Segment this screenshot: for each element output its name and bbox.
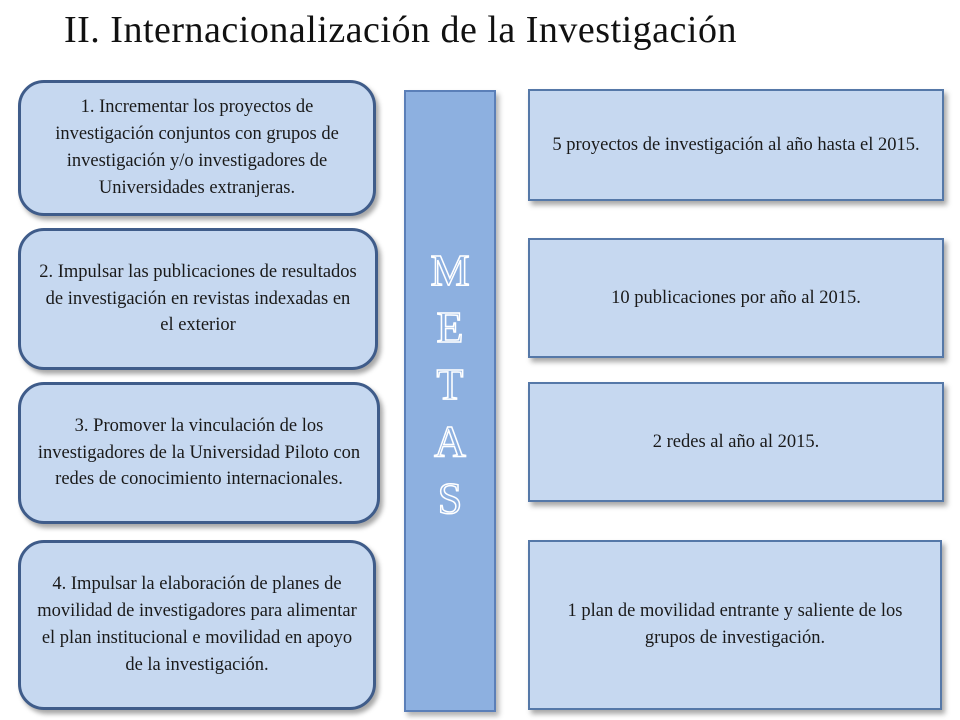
goal-text-3: 2 redes al año al 2015. [652, 431, 820, 452]
goal-box-1 [528, 89, 944, 201]
metas-letter-e: E [436, 303, 464, 352]
objective-text-2: 2. Impulsar las publicaciones de resultados de investigación en revistas indexadas en el exterior [39, 261, 357, 336]
goal-box-3 [528, 382, 944, 502]
goal-box-2 [528, 238, 944, 358]
goal-text-4: 1 plan de movilidad entrante y saliente de los grupos de investigación. [567, 601, 903, 648]
metas-bar [404, 90, 496, 712]
metas-letter-m: M [430, 246, 470, 295]
objective-box-2 [18, 228, 378, 370]
metas-letter-a: A [434, 417, 466, 466]
goal-box-4 [528, 540, 942, 710]
metas-letter-s: S [437, 474, 463, 523]
objective-box-3 [18, 382, 380, 524]
objective-box-1 [18, 80, 376, 216]
metas-letter-t: T [436, 360, 464, 409]
page-title: II. Internacionalización de la Investigación [64, 9, 737, 51]
goal-text-1: 5 proyectos de investigación al año hasta el 2015. [552, 134, 920, 155]
metas-label [406, 242, 494, 527]
objective-box-4 [18, 540, 376, 710]
objective-text-4: 4. Impulsar la elaboración de planes de movilidad de investigadores para alimentar el plan institucional e movilidad en apoyo de la investigación. [37, 574, 357, 675]
goal-text-2: 10 publicaciones por año al 2015. [611, 287, 861, 308]
objective-text-1: 1. Incrementar los proyectos de investigación conjuntos con grupos de investigación y/o investigadores de Universidades extranjeras. [55, 97, 339, 198]
objective-text-3: 3. Promover la vinculación de los investigadores de la Universidad Piloto con redes de conocimiento internacionales. [37, 415, 361, 490]
